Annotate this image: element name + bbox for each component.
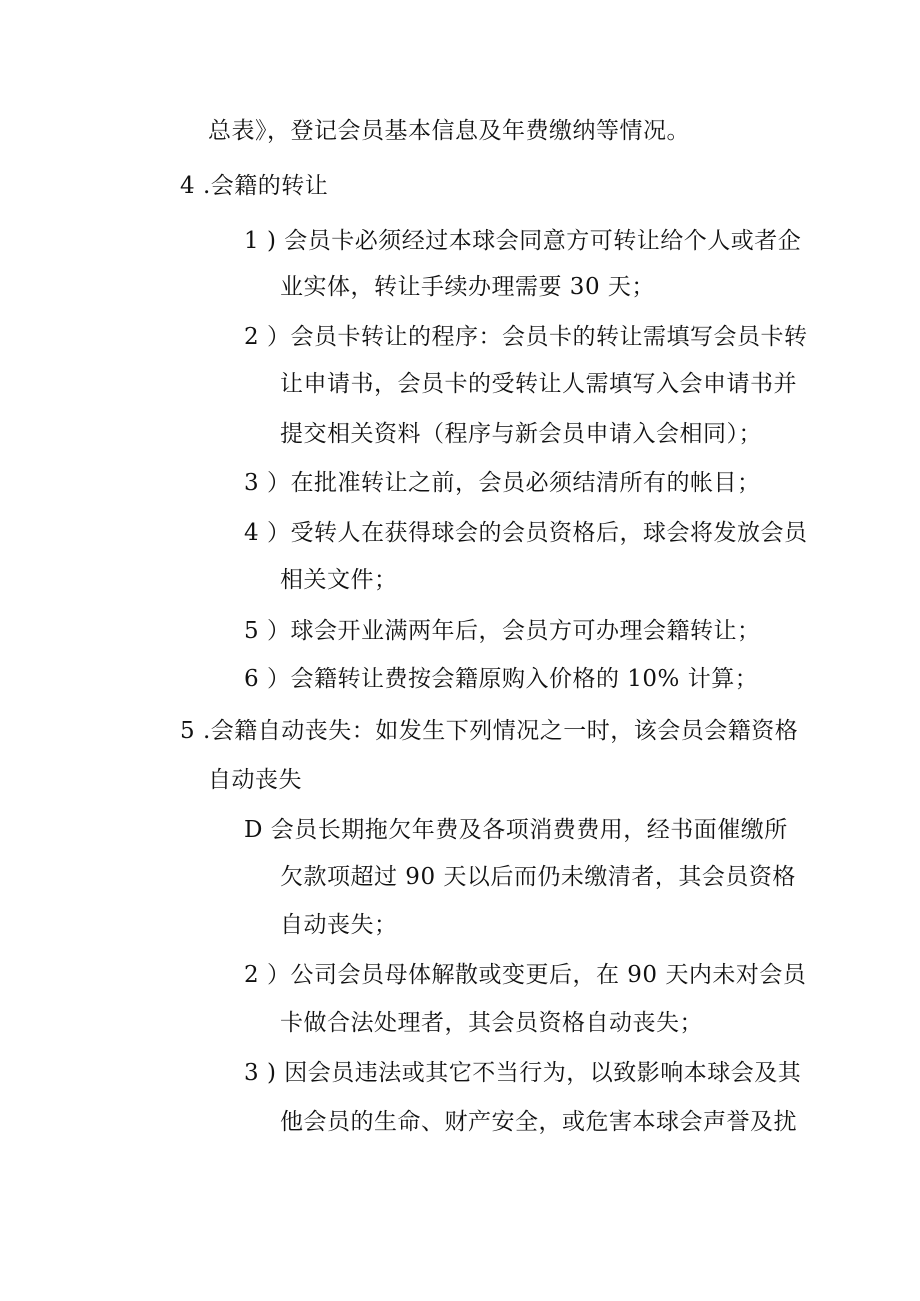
text-line: 总表》，登记会员基本信息及年费缴纳等情况。 xyxy=(208,118,690,144)
list-item-text: 欠款项超过 90 天以后而仍未缴清者，其会员资格 xyxy=(280,864,796,890)
text-line: 自动丧失 xyxy=(208,767,302,793)
section-heading-4: 4 .会籍的转让 xyxy=(180,173,329,199)
list-item-text: 1 ) 会员卡必须经过本球会同意方可转让给个人或者企 xyxy=(244,228,802,254)
list-item-text: 提交相关资料（程序与新会员申请入会相同）； xyxy=(280,421,762,447)
list-item-text: 4 ）受转人在获得球会的会员资格后，球会将发放会员 xyxy=(244,520,808,546)
section-heading-5: 5 .会籍自动丧失：如发生下列情况之一时，该会员会籍资格 xyxy=(180,718,799,744)
list-item-text: 卡做合法处理者，其会员资格自动丧失； xyxy=(280,1010,703,1036)
list-item-text: D 会员长期拖欠年费及各项消费费用，经书面催缴所 xyxy=(244,817,788,843)
list-item-text: 业实体，转让手续办理需要 30 天； xyxy=(280,274,655,300)
list-item-text: 2 ）公司会员母体解散或变更后，在 90 天内未对会员 xyxy=(244,962,807,988)
list-item-text: 5 ）球会开业满两年后，会员方可办理会籍转让； xyxy=(244,618,761,644)
list-item-text: 3 ）在批准转让之前，会员必须结清所有的帐目； xyxy=(244,470,761,496)
list-item-text: 相关文件； xyxy=(280,567,398,593)
list-item-text: 他会员的生命、财产安全，或危害本球会声誉及扰 xyxy=(280,1109,797,1135)
list-item-text: 让申请书，会员卡的受转让人需填写入会申请书并 xyxy=(280,371,797,397)
list-item-text: 6 ）会籍转让费按会籍原购入价格的 10% 计算； xyxy=(244,666,759,692)
list-item-text: 自动丧失； xyxy=(280,912,398,938)
list-item-text: 3 ) 因会员违法或其它不当行为，以致影响本球会及其 xyxy=(244,1060,802,1086)
list-item-text: 2 ）会员卡转让的程序：会员卡的转让需填写会员卡转 xyxy=(244,324,808,350)
